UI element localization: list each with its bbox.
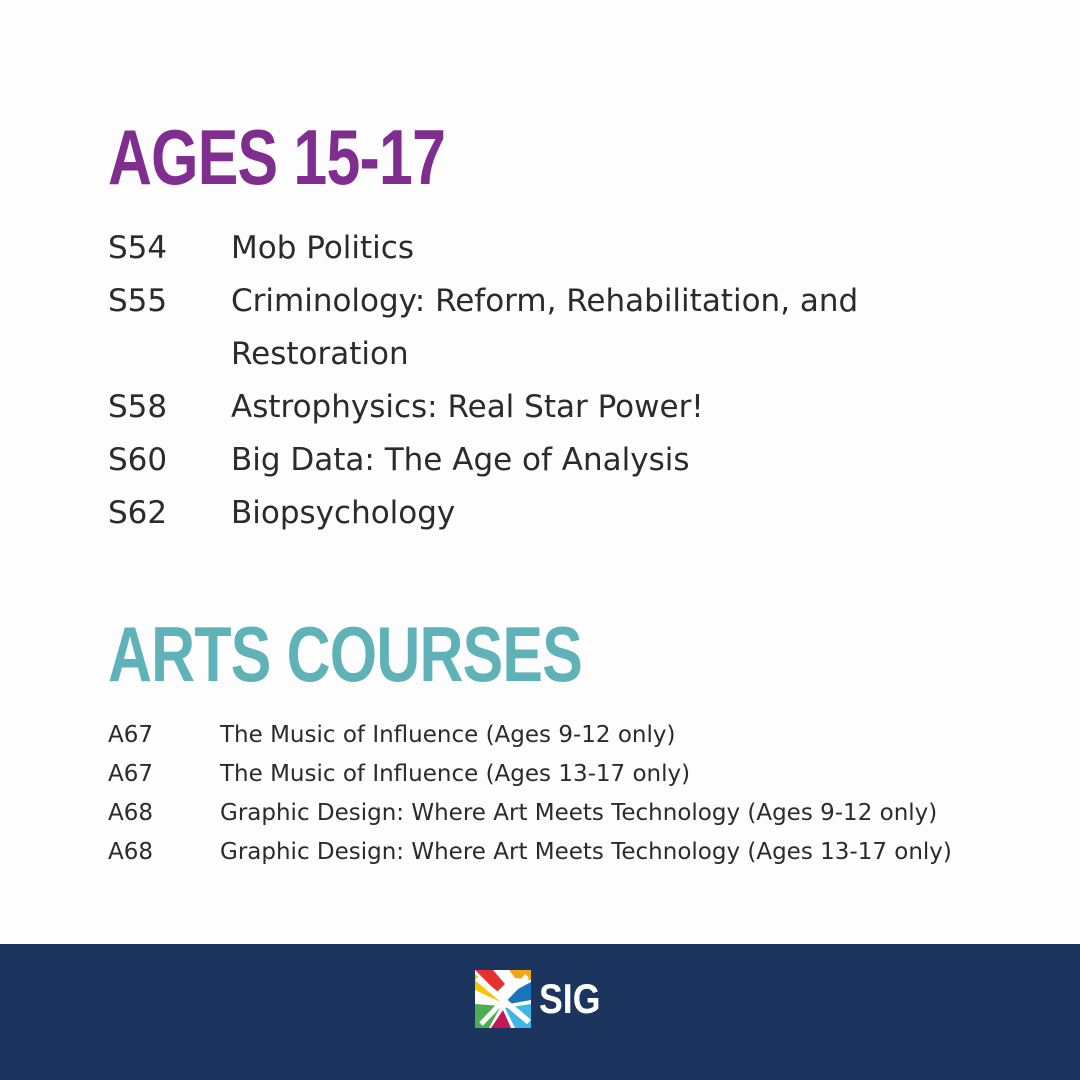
ages-course-list — [108, 222, 1008, 540]
course-code: A68 — [108, 800, 154, 826]
course-title: Biopsychology — [231, 495, 456, 531]
course-row — [108, 487, 1008, 540]
course-code: S55 — [108, 283, 168, 319]
course-title: Mob Politics — [231, 230, 414, 266]
course-code: A67 — [108, 761, 154, 787]
course-title: Graphic Design: Where Art Meets Technology (Ages 9-12 only) — [220, 800, 938, 826]
course-code: S62 — [108, 495, 168, 531]
course-title: Big Data: The Age of Analysis — [231, 442, 690, 478]
course-row — [108, 716, 1068, 755]
arts-heading: ARTS COURSES — [108, 610, 583, 698]
sig-logo-mark-icon — [475, 970, 531, 1028]
course-row — [108, 755, 1068, 794]
course-code: S60 — [108, 442, 168, 478]
sig-logo — [475, 970, 611, 1028]
arts-course-list — [108, 716, 1068, 872]
course-title: Criminology: Reform, Rehabilitation, and Restoration — [231, 283, 859, 372]
course-code: S54 — [108, 230, 168, 266]
course-code: A67 — [108, 722, 154, 748]
course-title: The Music of Influence (Ages 13-17 only) — [220, 761, 691, 787]
course-title: Astrophysics: Real Star Power! — [231, 389, 704, 425]
course-row — [108, 833, 1068, 872]
course-row — [108, 381, 1008, 434]
course-row — [108, 275, 1008, 381]
course-row — [108, 794, 1068, 833]
course-title: Graphic Design: Where Art Meets Technology (Ages 13-17 only) — [220, 839, 952, 865]
course-code: S58 — [108, 389, 168, 425]
course-title: The Music of Influence (Ages 9-12 only) — [220, 722, 676, 748]
course-row — [108, 222, 1008, 275]
ages-heading: AGES 15-17 — [108, 113, 446, 201]
course-code: A68 — [108, 839, 154, 865]
course-row — [108, 434, 1008, 487]
sig-logo-text: SIG — [539, 975, 601, 1022]
